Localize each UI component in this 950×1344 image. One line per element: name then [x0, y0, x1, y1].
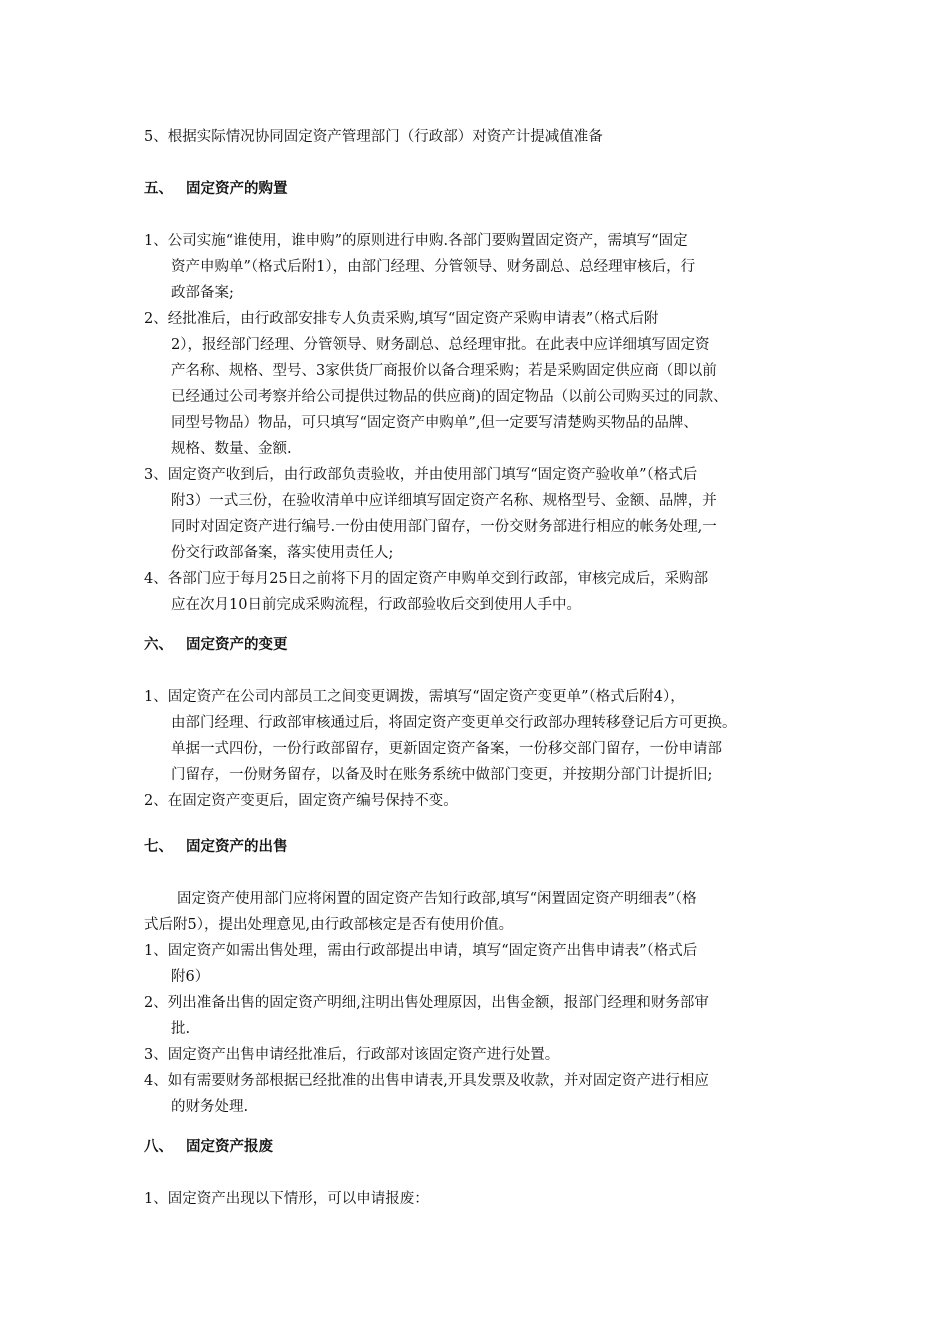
- section-title: 固定资产报废: [186, 1139, 273, 1155]
- text-line: 规格、数量、金额.: [171, 441, 292, 457]
- text-line: 4、如有需要财务部根据已经批准的出售申请表,开具发票及收款，并对固定资产进行相应: [144, 1073, 709, 1089]
- list-item: [144, 1042, 808, 1068]
- text-line: 附3）一式三份，在验收清单中应详细填写固定资产名称、规格型号、金额、品牌，并: [171, 493, 717, 509]
- text-line: 由部门经理、行政部审核通过后，将固定资产变更单交行政部办理转移登记后方可更换。: [171, 715, 737, 731]
- list-item: [144, 306, 808, 462]
- text-line: 批.: [171, 1021, 191, 1037]
- text-line: 已经通过公司考察并给公司提供过物品的供应商)的固定物品（以前公司购买过的同款、: [171, 389, 728, 405]
- text-line: 1、固定资产出现以下情形，可以申请报废：: [144, 1191, 429, 1207]
- list-item: [144, 1186, 808, 1212]
- text-line: 1、固定资产在公司内部员工之间变更调拨，需填写“固定资产变更单”（格式后附4），: [144, 689, 685, 705]
- section-heading-5: [144, 176, 808, 202]
- text-line: 同型号物品）物品，可只填写“固定资产申购单”,但一定要写清楚购买物品的品牌、: [171, 415, 698, 431]
- text-line: 固定资产使用部门应将闲置的固定资产告知行政部,填写“闲置固定资产明细表”（格: [177, 891, 697, 907]
- text-line: 2、经批准后，由行政部安排专人负责采购,填写“固定资产采购申请表”（格式后附: [144, 311, 659, 327]
- section-number: 五、: [144, 181, 173, 197]
- list-item: [144, 990, 808, 1042]
- text-line: 的财务处理.: [171, 1099, 249, 1115]
- section-number: 六、: [144, 637, 173, 653]
- section-title: 固定资产的变更: [186, 637, 288, 653]
- section-number: 八、: [144, 1139, 173, 1155]
- text-line: 2），报经部门经理、分管领导、财务副总、总经理审批。在此表中应详细填写固定资: [171, 337, 710, 353]
- section-title: 固定资产的出售: [186, 839, 288, 855]
- text-line: 3、固定资产出售申请经批准后，行政部对该固定资产进行处置。: [144, 1047, 560, 1063]
- text-line: 应在次月10日前完成采购流程，行政部验收后交到使用人手中。: [171, 597, 581, 613]
- list-item: [144, 1068, 808, 1120]
- text-line: 份交行政部备案，落实使用责任人;: [171, 545, 394, 561]
- text-line: 产名称、规格、型号、3家供货厂商报价以备合理采购；若是采购固定供应商（即以前: [171, 363, 717, 379]
- section-heading-7: [144, 834, 808, 860]
- list-item: [144, 462, 808, 566]
- list-item: [144, 566, 808, 618]
- text-line: 附6）: [171, 969, 210, 985]
- list-item: [144, 788, 808, 814]
- text-line: 式后附5），提出处理意见,由行政部核定是否有使用价值。: [144, 917, 514, 933]
- text-line: 5、根据实际情况协同固定资产管理部门（行政部）对资产计提减值准备: [144, 129, 603, 145]
- section-heading-8: [144, 1134, 808, 1160]
- list-item: [144, 938, 808, 990]
- text-line: 资产申购单”（格式后附1），由部门经理、分管领导、财务副总、总经理审核后，行: [171, 259, 696, 275]
- text-line: 3、固定资产收到后，由行政部负责验收，并由使用部门填写“固定资产验收单”（格式后: [144, 467, 698, 483]
- text-line: 门留存，一份财务留存，以备及时在账务系统中做部门变更，并按期分部门计提折旧;: [171, 767, 713, 783]
- section-heading-6: [144, 632, 808, 658]
- paragraph: [144, 886, 808, 938]
- text-line: 同时对固定资产进行编号.一份由使用部门留存，一份交财务部进行相应的帐务处理,一: [171, 519, 717, 535]
- text-line: 政部备案;: [171, 285, 234, 301]
- section-number: 七、: [144, 839, 173, 855]
- text-line: 单据一式四份，一份行政部留存，更新固定资产备案，一份移交部门留存，一份申请部: [171, 741, 722, 757]
- text-line: 2、在固定资产变更后，固定资产编号保持不变。: [144, 793, 458, 809]
- list-item: [144, 228, 808, 306]
- list-item: [144, 684, 808, 788]
- text-line: 2、列出准备出售的固定资产明细,注明出售处理原因，出售金额，报部门经理和财务部审: [144, 995, 709, 1011]
- section-title: 固定资产的购置: [186, 181, 288, 197]
- text-line: 4、各部门应于每月25日之前将下月的固定资产申购单交到行政部，审核完成后，采购部: [144, 571, 709, 587]
- text-line: 1、公司实施“谁使用，谁申购”的原则进行申购.各部门要购置固定资产，需填写“固定: [144, 233, 688, 249]
- intro-item: [144, 124, 808, 150]
- text-line: 1、固定资产如需出售处理，需由行政部提出申请，填写“固定资产出售申请表”（格式后: [144, 943, 698, 959]
